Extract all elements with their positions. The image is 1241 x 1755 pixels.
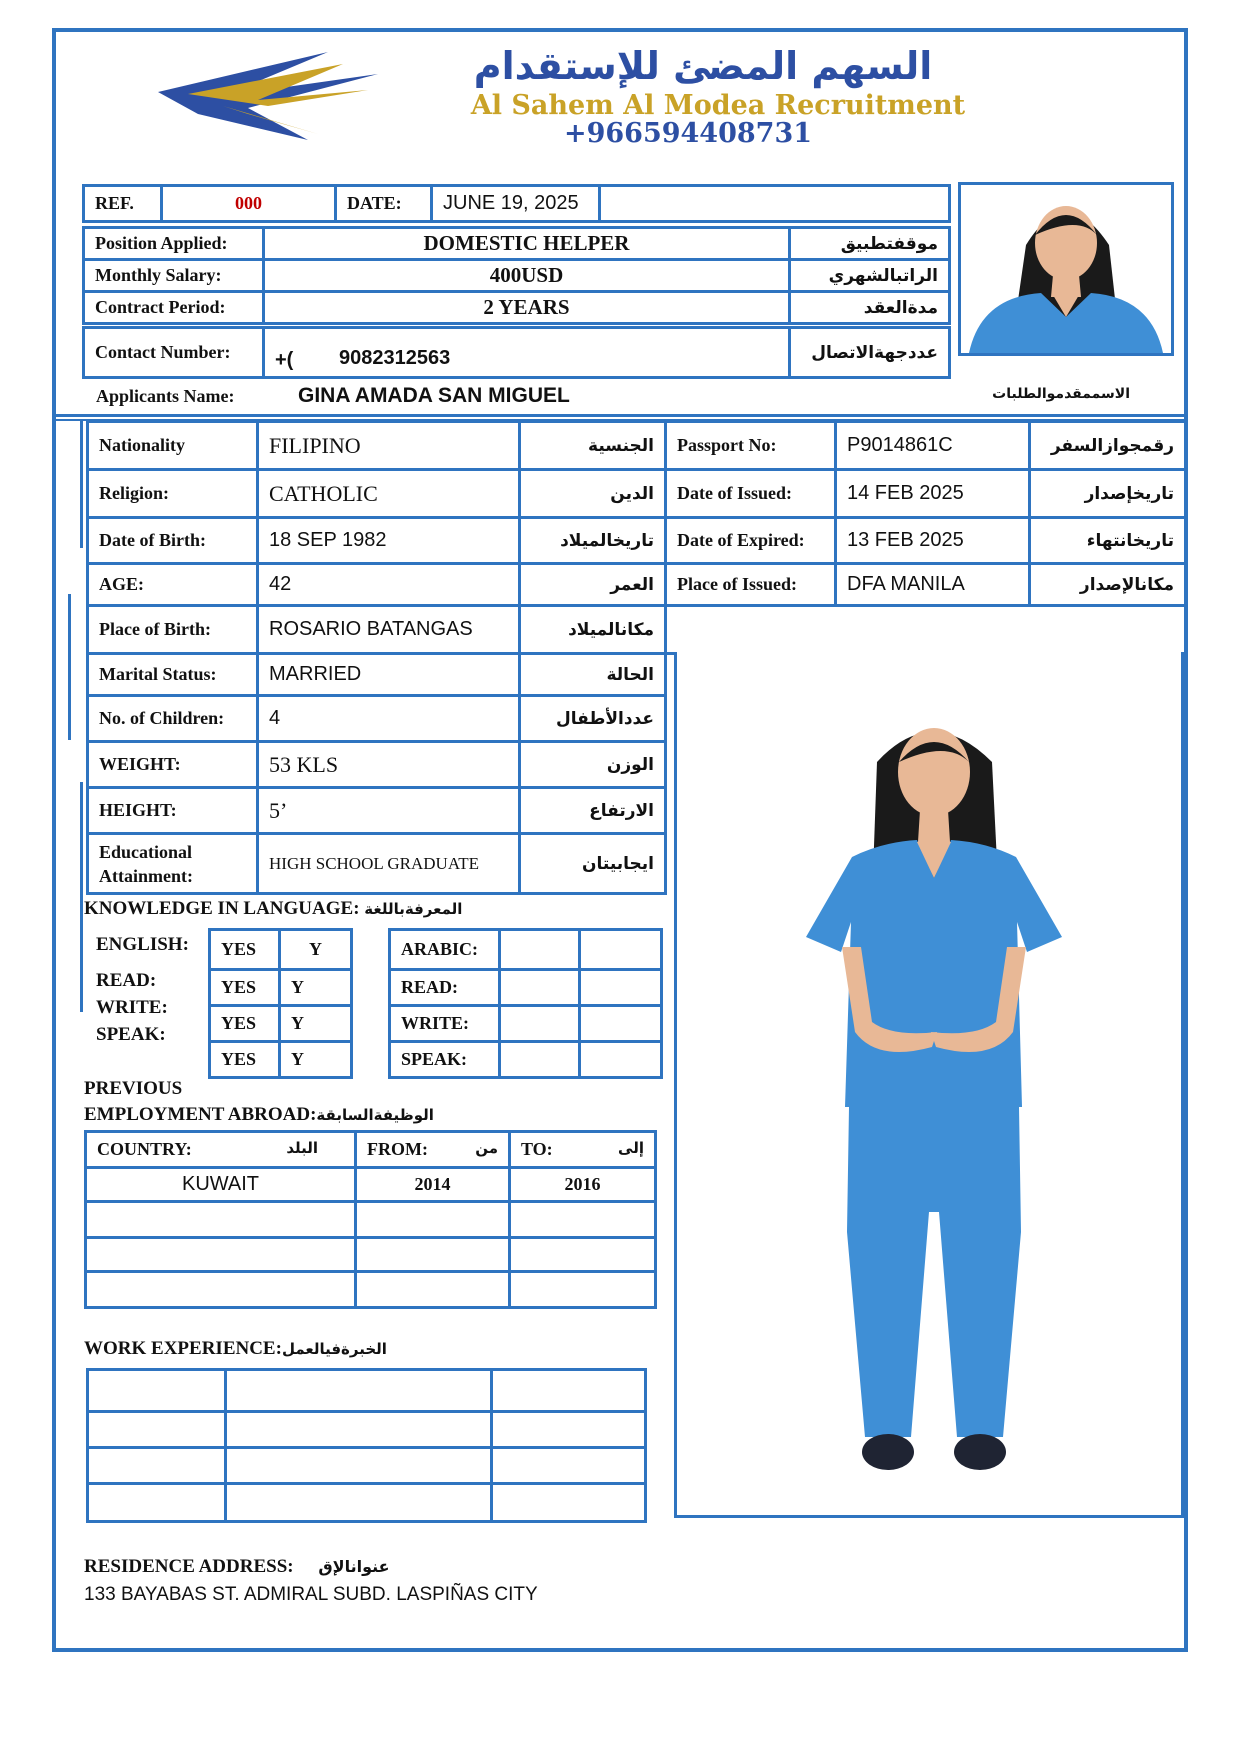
- issued-date-value: 14 FEB 2025: [836, 470, 1030, 518]
- work-cell: [492, 1484, 646, 1522]
- arabic-company-name: السهم المضئ للإستقدام: [473, 44, 933, 88]
- children-label: No. of Children:: [88, 696, 258, 742]
- dob-arabic: تاريخالميلاد: [520, 518, 666, 564]
- pob-label: Place of Birth:: [88, 606, 258, 654]
- expired-date-label: Date of Expired:: [666, 518, 836, 564]
- dob-value: 18 SEP 1982: [258, 518, 520, 564]
- children-arabic: عددالأطفال: [520, 696, 666, 742]
- left-rule-3: [80, 782, 83, 1012]
- residence-address: 133 BAYABAS ST. ADMIRAL SUBD. LASPIÑAS CITY: [84, 1584, 538, 1605]
- passport-no-value: P9014861C: [836, 422, 1030, 470]
- ref-value: 000: [162, 186, 336, 222]
- work-cell: [88, 1484, 226, 1522]
- arabic-cell-b: [580, 930, 662, 970]
- english-company-name: Al Sahem Al Modea Recruitment: [470, 90, 966, 121]
- work-experience-title: [84, 1338, 387, 1360]
- arabic-label: ARABIC:: [390, 930, 500, 970]
- english-speak-label: SPEAK:: [96, 1024, 166, 1045]
- underline-name: [56, 414, 1186, 417]
- full-body-photo: [674, 652, 1184, 1518]
- arabic-read-b: [580, 970, 662, 1006]
- residence-label: [84, 1556, 390, 1578]
- portrait-photo: [958, 182, 1174, 356]
- height-label: HEIGHT:: [88, 788, 258, 834]
- height-arabic: الارتفاع: [520, 788, 666, 834]
- ref-label: REF.: [84, 186, 162, 222]
- applicant-name-arabic: الاسممقدموالطلبات: [992, 386, 1130, 402]
- weight-label: WEIGHT:: [88, 742, 258, 788]
- arabic-write-b: [580, 1006, 662, 1042]
- arabic-speak-label: SPEAK:: [390, 1042, 500, 1078]
- issued-place-arabic: مكانالإصدار: [1030, 564, 1186, 606]
- contact-cell: [264, 328, 790, 378]
- employment-empty: [356, 1238, 510, 1272]
- employment-empty: [86, 1202, 356, 1238]
- expired-date-arabic: تاريخانتهاء: [1030, 518, 1186, 564]
- work-cell: [88, 1370, 226, 1412]
- children-value: 4: [258, 696, 520, 742]
- expired-date-value: 13 FEB 2025: [836, 518, 1030, 564]
- work-title-text: WORK EXPERIENCE:: [84, 1338, 282, 1359]
- nationality-arabic: الجنسية: [520, 422, 666, 470]
- weight-value: 53 KLS: [258, 742, 520, 788]
- personal-details-table: [86, 420, 667, 895]
- employment-to-1: 2016: [510, 1168, 656, 1202]
- passport-empty-row: [666, 606, 1186, 654]
- arabic-write-label: WRITE:: [390, 1006, 500, 1042]
- employment-empty: [510, 1202, 656, 1238]
- from-header: [356, 1132, 510, 1168]
- write-yes: YES: [210, 1006, 280, 1042]
- speak-yes: YES: [210, 1042, 280, 1078]
- applicant-name-label: Applicants Name:: [96, 386, 235, 406]
- weight-arabic: الوزن: [520, 742, 666, 788]
- to-label: TO:: [521, 1139, 553, 1159]
- work-experience-table: [86, 1368, 647, 1523]
- english-y: Y: [280, 930, 352, 970]
- employment-empty: [356, 1272, 510, 1308]
- read-y: Y: [280, 970, 352, 1006]
- contract-label: Contract Period:: [84, 292, 264, 324]
- marital-arabic: الحالة: [520, 654, 666, 696]
- pob-arabic: مكانالميلاد: [520, 606, 666, 654]
- contract-value: 2 YEARS: [264, 292, 790, 324]
- left-rule-2: [68, 594, 71, 740]
- arabic-read-a: [500, 970, 580, 1006]
- age-arabic: العمر: [520, 564, 666, 606]
- age-label: AGE:: [88, 564, 258, 606]
- passport-no-arabic: رقمجوازالسفر: [1030, 422, 1186, 470]
- job-info-table: [82, 226, 951, 325]
- language-title-arabic: المعرفةباللغة: [364, 900, 463, 918]
- arabic-speak-b: [580, 1042, 662, 1078]
- employment-empty: [86, 1238, 356, 1272]
- from-label: FROM:: [367, 1139, 428, 1159]
- work-cell: [492, 1370, 646, 1412]
- residence-label-arabic: عنوانالإق: [318, 1557, 390, 1576]
- employment-from-1: 2014: [356, 1168, 510, 1202]
- salary-arabic: الراتبالشهري: [790, 260, 950, 292]
- speak-y: Y: [280, 1042, 352, 1078]
- company-phone: +966594408731: [563, 118, 813, 149]
- issued-date-label: Date of Issued:: [666, 470, 836, 518]
- age-value: 42: [258, 564, 520, 606]
- employment-empty: [510, 1272, 656, 1308]
- language-title: [84, 898, 462, 920]
- pob-value: ROSARIO BATANGAS: [258, 606, 520, 654]
- arabic-speak-a: [500, 1042, 580, 1078]
- position-label: Position Applied:: [84, 228, 264, 260]
- read-yes: YES: [210, 970, 280, 1006]
- employment-empty: [356, 1202, 510, 1238]
- height-value: 5’: [258, 788, 520, 834]
- english-yes: YES: [210, 930, 280, 970]
- religion-arabic: الدين: [520, 470, 666, 518]
- left-rule-1: [80, 420, 83, 548]
- passport-no-label: Passport No:: [666, 422, 836, 470]
- employment-title-line1: PREVIOUS: [84, 1078, 183, 1099]
- employment-title-text: EMPLOYMENT ABROAD:: [84, 1104, 317, 1125]
- date-value: JUNE 19, 2025: [432, 186, 600, 222]
- work-cell: [88, 1448, 226, 1484]
- english-skills-table: [208, 928, 353, 1079]
- employment-empty: [510, 1238, 656, 1272]
- residence-label-text: RESIDENCE ADDRESS:: [84, 1556, 294, 1577]
- date-label: DATE:: [336, 186, 432, 222]
- country-arabic: البلد: [286, 1139, 318, 1157]
- country-label: COUNTRY:: [97, 1139, 192, 1159]
- company-logo: [128, 44, 1128, 148]
- work-cell: [88, 1412, 226, 1448]
- work-cell: [226, 1484, 492, 1522]
- religion-label: Religion:: [88, 470, 258, 518]
- work-cell: [226, 1370, 492, 1412]
- education-label: Educational Attainment:: [88, 834, 258, 894]
- applicant-name-value: GINA AMADA SAN MIGUEL: [298, 384, 570, 407]
- education-value: HIGH SCHOOL GRADUATE: [258, 834, 520, 894]
- to-header: [510, 1132, 656, 1168]
- work-cell: [226, 1448, 492, 1484]
- contact-value: 9082312563: [339, 347, 451, 369]
- salary-value: 400USD: [264, 260, 790, 292]
- employment-title-line2: [84, 1104, 434, 1126]
- language-title-text: KNOWLEDGE IN LANGUAGE:: [84, 898, 360, 919]
- position-arabic: موقفتطبيق: [790, 228, 950, 260]
- english-write-label: WRITE:: [96, 997, 168, 1018]
- work-cell: [492, 1448, 646, 1484]
- religion-value: CATHOLIC: [258, 470, 520, 518]
- contact-table: [82, 326, 951, 379]
- ref-date-table: [82, 184, 951, 223]
- salary-label: Monthly Salary:: [84, 260, 264, 292]
- full-body-person-icon: [677, 652, 1181, 1512]
- portrait-person-icon: [961, 185, 1171, 353]
- marital-value: MARRIED: [258, 654, 520, 696]
- contact-prefix: +(: [275, 349, 294, 371]
- contract-arabic: مدةالعقد: [790, 292, 950, 324]
- contact-label: Contact Number:: [84, 328, 264, 378]
- english-label: ENGLISH:: [96, 934, 189, 955]
- issued-place-value: DFA MANILA: [836, 564, 1030, 606]
- education-arabic: ايجابيتان: [520, 834, 666, 894]
- to-arabic: إلى: [618, 1139, 644, 1157]
- employment-title-arabic: الوظيفةالسابقة: [316, 1106, 434, 1124]
- country-header: [86, 1132, 356, 1168]
- empty-cell: [600, 186, 950, 222]
- write-y: Y: [280, 1006, 352, 1042]
- from-arabic: من: [475, 1139, 498, 1157]
- passport-table: [664, 420, 1187, 655]
- work-title-arabic: الخبرةفيالعمل: [281, 1340, 387, 1358]
- arabic-read-label: READ:: [390, 970, 500, 1006]
- marital-label: Marital Status:: [88, 654, 258, 696]
- employment-table: [84, 1130, 657, 1309]
- employment-country-1: KUWAIT: [86, 1168, 356, 1202]
- work-cell: [226, 1412, 492, 1448]
- issued-place-label: Place of Issued:: [666, 564, 836, 606]
- arabic-skills-table: [388, 928, 663, 1079]
- issued-date-arabic: تاريخإصدار: [1030, 470, 1186, 518]
- employment-empty: [86, 1272, 356, 1308]
- dob-label: Date of Birth:: [88, 518, 258, 564]
- contact-arabic: عددجهةالاتصال: [790, 328, 950, 378]
- nationality-label: Nationality: [88, 422, 258, 470]
- position-value: DOMESTIC HELPER: [264, 228, 790, 260]
- work-cell: [492, 1412, 646, 1448]
- arabic-write-a: [500, 1006, 580, 1042]
- english-read-label: READ:: [96, 970, 157, 991]
- arabic-cell-a: [500, 930, 580, 970]
- nationality-value: FILIPINO: [258, 422, 520, 470]
